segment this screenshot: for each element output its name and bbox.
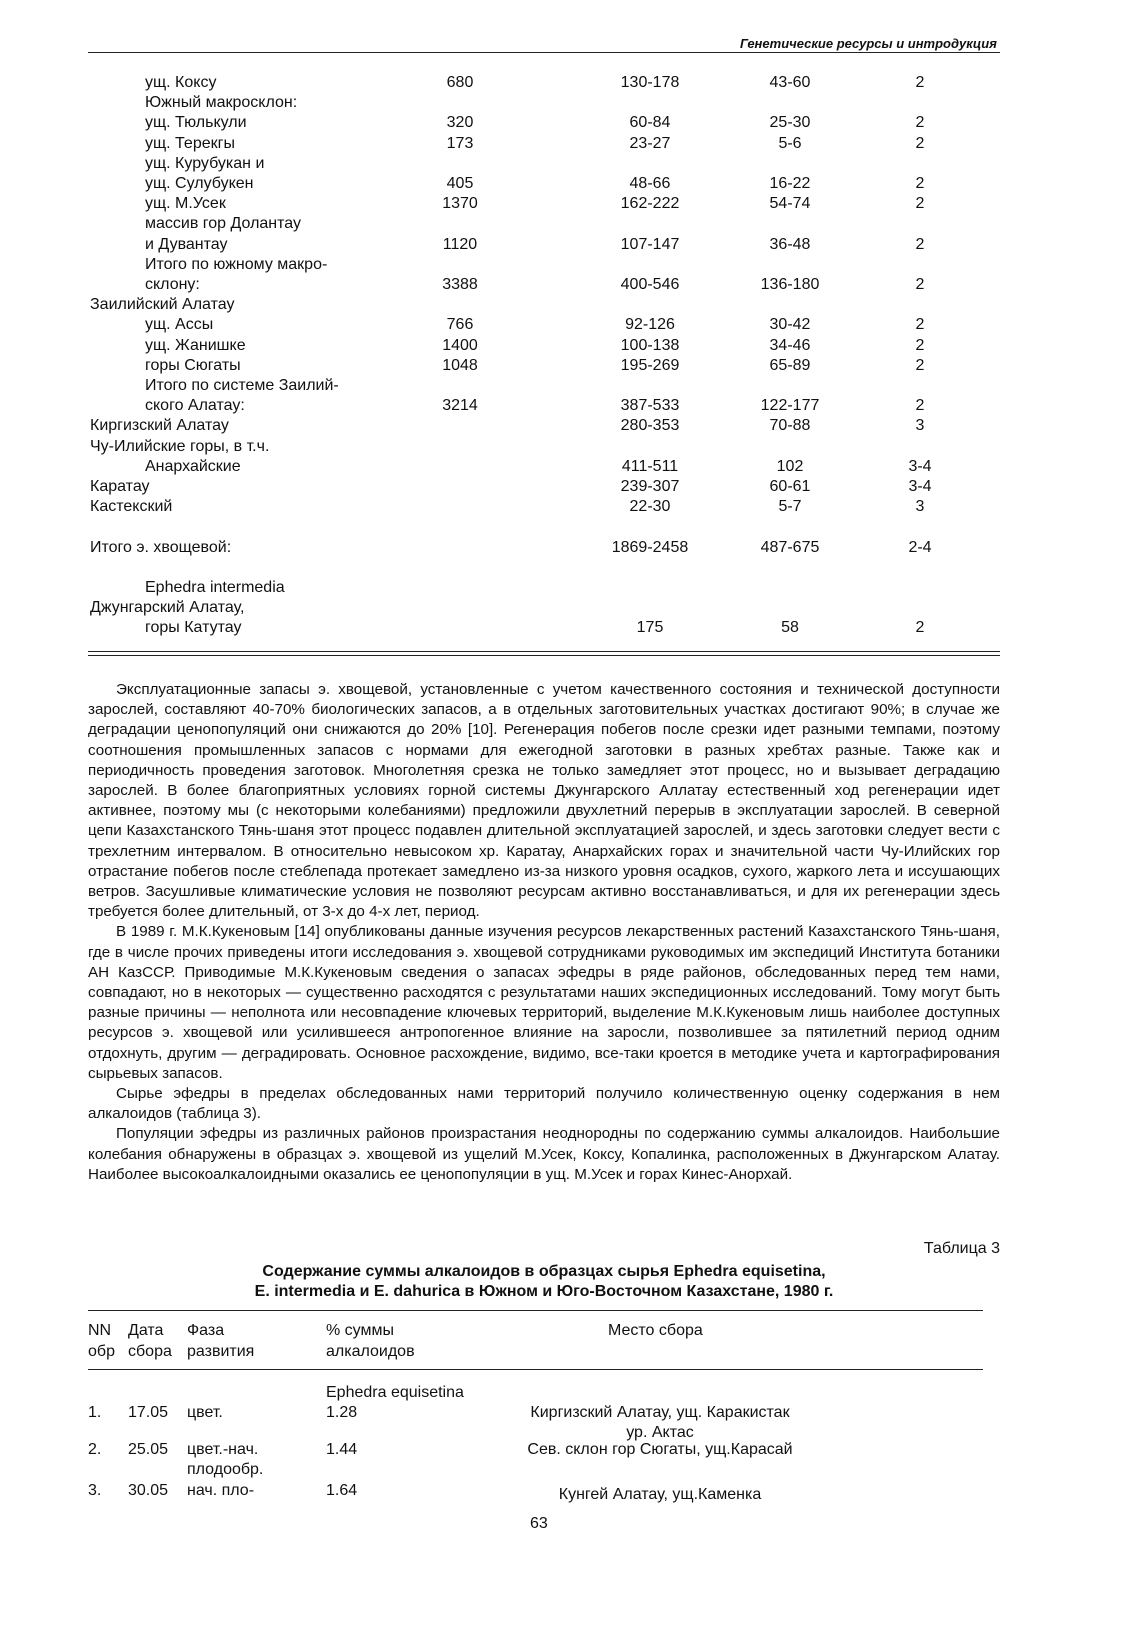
- row-label: Ephedra intermedia: [145, 579, 285, 596]
- table-cell: 70-88: [769, 417, 811, 435]
- table-cell: 2-4: [908, 538, 932, 556]
- table-cell: 30-42: [769, 316, 811, 334]
- table-cell: 2: [915, 316, 925, 334]
- table-cell: 60-84: [629, 114, 671, 132]
- column-header: Фаза: [187, 1322, 225, 1339]
- table-2-bottom-rule-2: [88, 655, 1000, 656]
- table-cell: 60-61: [769, 478, 811, 495]
- table-row: [0, 155, 1122, 175]
- table-cell: 1400: [442, 336, 478, 354]
- table-cell: 405: [446, 175, 474, 192]
- column-header: Место сбора: [608, 1322, 703, 1339]
- table-cell: 239-307: [620, 478, 680, 495]
- table-cell: 65-89: [769, 356, 811, 374]
- table-row: [0, 175, 1122, 195]
- row-label: и Дувантау: [145, 235, 228, 253]
- table-cell: 766: [446, 316, 474, 334]
- collection-date: 30.05: [128, 1482, 169, 1499]
- table-cell: 48-66: [629, 175, 671, 192]
- table-cell: 1120: [442, 235, 478, 253]
- row-label: массив гор Долантау: [145, 215, 302, 233]
- table-3-top-rule: [88, 1310, 983, 1311]
- table-cell: 22-30: [629, 498, 671, 516]
- row-label: Киргизский Алатау: [90, 417, 229, 435]
- sample-number: 2.: [88, 1441, 102, 1458]
- table-3-label: Таблица 3: [923, 1240, 1000, 1257]
- table-cell: 107-147: [620, 235, 680, 253]
- alkaloid-percent: 1.64: [326, 1482, 358, 1499]
- table-cell: 122-177: [760, 397, 820, 415]
- row-label: ущ. Тюлькули: [145, 114, 247, 132]
- row-label: Южный макросклон:: [145, 94, 298, 112]
- row-label: ущ. Коксу: [145, 74, 217, 91]
- paragraph: Эксплуатационные запасы э. хвощевой, установленные с учетом качественного состояния и технической доступности зарослей, составляют 40-70% биологических запасов, а в отдельных заготовительных участках достигают 90%; в случае же деградации ценопопуляций они снижаются до 20% [10]. Регенерация побегов после срезки идет разными темпами, поэтому соотношения промышленных запасов с нормами для ежегодной заготовки в разных хребтах разные. Также как и периодичность проведения заготовок. Многолетняя срезка не только замедляет этот процесс, но и вызывает деградацию зарослей. В более благоприятных условиях горной системы Джунгарского Аллатау естественный ход регенерации идет активнее, поэтому мы (с некоторыми колебаниями) предложили двухлетний перерыв в эксплуатации зарослей. В северной цепи Казахстанского Тянь-шаня этот процесс подавлен длительной эксплуатацией зарослей, и здесь заготовки следует вести с трехлетним интервалом. В относительно невысоком хр. Каратау, Анархайских горах и значительной части Чу-Илийских гор отрастание побегов после стеблепада протекает замедлено из-за низкого уровня осадков, сухого, жаркого лета и иссушающих ветров. Засушливые климатические условия не позволяют ресурсам активно восстанавливаться, и для их регенерации здесь требуется более длительный, от 3-х до 4-х лет, период.: [88, 681, 1000, 921]
- table-row: [0, 195, 1122, 215]
- table-cell: 25-30: [769, 114, 811, 132]
- table-cell: 2: [915, 619, 925, 637]
- phase-cell: нач. пло-: [187, 1482, 255, 1499]
- table-cell: 3: [915, 417, 925, 435]
- row-label: ущ. Ассы: [145, 316, 214, 334]
- table-row: [0, 236, 1122, 256]
- table-cell: 43-60: [769, 74, 811, 91]
- phase-cell: цвет.: [187, 1404, 223, 1421]
- row-label: Итого по системе Заилий-: [145, 377, 339, 394]
- row-label: ущ. Жанишке: [145, 336, 246, 354]
- body-text: [88, 680, 1000, 1185]
- phase-cell: плодообр.: [187, 1461, 264, 1478]
- table-cell: 400-546: [620, 276, 680, 293]
- table-row: [0, 619, 1122, 639]
- table-cell: 54-74: [769, 195, 811, 213]
- table-cell: 173: [446, 134, 474, 152]
- table-row: [0, 458, 1122, 478]
- table-cell: 1370: [442, 195, 478, 213]
- table-cell: 58: [781, 619, 799, 637]
- table-cell: 162-222: [620, 195, 680, 213]
- table-row: [0, 296, 1122, 316]
- table-row: [0, 316, 1122, 336]
- table-cell: 34-46: [769, 336, 811, 354]
- table-cell: 387-533: [620, 397, 680, 415]
- table-cell: 2: [915, 74, 925, 91]
- table-cell: 320: [446, 114, 474, 132]
- column-header: алкалоидов: [326, 1343, 415, 1360]
- row-label: склону:: [145, 276, 200, 293]
- place-cell: Кунгей Алатау, ущ.Каменка: [558, 1486, 762, 1503]
- column-header: Дата: [128, 1322, 164, 1339]
- table-cell: 23-27: [629, 134, 671, 152]
- table-cell: 36-48: [769, 235, 811, 253]
- page-number: 63: [530, 1515, 548, 1532]
- column-header: % суммы: [326, 1322, 394, 1339]
- table-cell: 1048: [442, 356, 478, 374]
- phase-cell: цвет.-нач.: [187, 1441, 259, 1458]
- paragraph: В 1989 г. М.К.Кукеновым [14] опубликованы данные изучения ресурсов лекарственных растений Казахстанского Тянь-шаня, где в числе прочих приведены итоги исследования э. хвощевой сотрудниками руководимых им экспедиций Института ботаники АН КазССР. Приводимые М.К.Кукеновым сведения о запасах эфедры в ряде районов, обследованных перед тем нами, совпадают, но в некоторых — существенно расходятся с результатами наших экспедиционных исследований. Тому могут быть разные причины — неполнота или несовпадение ключевых территорий, выделение М.К.Кукеновым лишь наиболее доступных ресурсов э. хвощевой или усилившееся антропогенное влияние на заросли, позволившее за пятилетний период одним отдохнуть, другим — деградировать. Основное расхождение, видимо, все-таки кроется в методике учета и картографирования сырьевых запасов.: [88, 923, 1000, 1082]
- table-cell: 2: [915, 336, 925, 354]
- table-cell: 1869-2458: [611, 538, 689, 556]
- table-cell: 2: [915, 175, 925, 192]
- table-3-title-line: E. intermedia и E. dahurica в Южном и Юго-Восточном Казахстане, 1980 г.: [254, 1283, 834, 1300]
- table-cell: 2: [915, 134, 925, 152]
- row-label: Итого э. хвощевой:: [90, 538, 232, 556]
- running-header: Генетические ресурсы и интродукция: [740, 36, 997, 51]
- table-3-title: [88, 1262, 1000, 1302]
- table-row: [0, 417, 1122, 437]
- row-label: ущ. Сулубукен: [145, 175, 254, 192]
- row-label: Кастекский: [90, 498, 173, 516]
- table-cell: 3214: [442, 397, 478, 415]
- row-label: ущ. М.Усек: [145, 195, 226, 213]
- place-cell: ур. Актас: [626, 1424, 694, 1441]
- table-cell: 2: [915, 356, 925, 374]
- collection-date: 17.05: [128, 1404, 169, 1421]
- table-row: [0, 397, 1122, 417]
- table-3-title-line: Содержание суммы алкалоидов в образцах сырья Ephedra equisetina,: [262, 1263, 826, 1280]
- table-cell: 130-178: [620, 74, 680, 91]
- table-row: [0, 599, 1122, 619]
- table-cell: 680: [446, 74, 474, 91]
- table-cell: 16-22: [769, 175, 811, 192]
- table-row: [0, 114, 1122, 134]
- table-row: [0, 438, 1122, 458]
- table-row: [0, 478, 1122, 498]
- sample-number: 1.: [88, 1404, 102, 1421]
- table-cell: 2: [915, 235, 925, 253]
- table-3-header-rule: [88, 1369, 983, 1370]
- column-header: обр: [88, 1343, 115, 1360]
- table-cell: 3388: [442, 276, 478, 293]
- collection-date: 25.05: [128, 1441, 169, 1458]
- table-row: [0, 337, 1122, 357]
- place-cell: Киргизский Алатау, ущ. Каракистак: [530, 1404, 790, 1421]
- table-row: [0, 498, 1122, 518]
- table-row: [0, 559, 1122, 579]
- table-cell: 5-7: [778, 498, 802, 516]
- table-cell: 411-511: [621, 457, 679, 475]
- sample-number: 3.: [88, 1482, 102, 1499]
- row-label: Каратау: [90, 478, 150, 495]
- table-cell: 100-138: [620, 336, 680, 354]
- column-header: NN: [88, 1322, 112, 1339]
- paragraph: Сырье эфедры в пределах обследованных нами территорий получило количественную оценку содержания в нем алкалоидов (таблица 3).: [88, 1085, 1000, 1123]
- table-cell: 3-4: [908, 478, 932, 495]
- table-row: [0, 215, 1122, 235]
- table-cell: 2: [915, 276, 925, 293]
- row-label: Заилийский Алатау: [90, 296, 235, 314]
- column-header: развития: [187, 1343, 255, 1360]
- row-label: горы Катутау: [145, 619, 242, 637]
- table-row: [0, 94, 1122, 114]
- header-rule: [88, 52, 1000, 53]
- row-label: Джунгарский Алатау,: [90, 599, 245, 617]
- row-label: Итого по южному макро-: [145, 255, 328, 273]
- table-cell: 195-269: [620, 356, 680, 374]
- table-row: [0, 579, 1122, 599]
- row-label: Анархайские: [145, 457, 241, 475]
- table-cell: 2: [915, 195, 925, 213]
- table-row: [0, 74, 1122, 94]
- alkaloid-percent: 1.44: [326, 1441, 358, 1458]
- alkaloid-percent: 1.28: [326, 1404, 358, 1421]
- table-row: [0, 539, 1122, 559]
- table-cell: 280-353: [620, 417, 680, 435]
- table-row: [0, 276, 1122, 296]
- species-name: Ephedra equisetina: [326, 1384, 464, 1401]
- table-cell: 136-180: [760, 276, 820, 293]
- table-cell: 3-4: [908, 457, 932, 475]
- table-row: [0, 135, 1122, 155]
- table-row: [0, 518, 1122, 538]
- table-cell: 5-6: [778, 134, 802, 152]
- paragraph: Популяции эфедры из различных районов произрастания неоднородны по содержанию суммы алкалоидов. Наибольшие колебания обнаружены в образцах э. хвощевой из ущелий М.Усек, Коксу, Копалинка, расположенных в Джунгарском Алатау. Наиболее высокоалкалоидными оказались ее ценопопуляции в ущ. М.Усек и горах Кинес-Анорхай.: [88, 1125, 1000, 1183]
- table-cell: 3: [915, 498, 925, 516]
- row-label: ущ. Курубукан и: [145, 154, 265, 172]
- table-cell: 102: [776, 457, 804, 475]
- table-cell: 2: [915, 114, 925, 132]
- table-cell: 92-126: [625, 316, 675, 334]
- table-cell: 175: [636, 619, 664, 637]
- row-label: Чу-Илийские горы, в т.ч.: [90, 437, 270, 455]
- place-cell: Сев. склон гор Сюгаты, ущ.Карасай: [527, 1441, 793, 1458]
- table-row: [0, 357, 1122, 377]
- row-label: горы Сюгаты: [145, 356, 241, 374]
- table-row: [0, 377, 1122, 397]
- table-row: [0, 256, 1122, 276]
- table-cell: 487-675: [760, 538, 820, 556]
- column-header: сбора: [128, 1343, 172, 1360]
- row-label: ского Алатау:: [145, 397, 245, 415]
- table-2-bottom-rule: [88, 651, 1000, 652]
- row-label: ущ. Терекгы: [145, 134, 235, 152]
- table-cell: 2: [915, 397, 925, 415]
